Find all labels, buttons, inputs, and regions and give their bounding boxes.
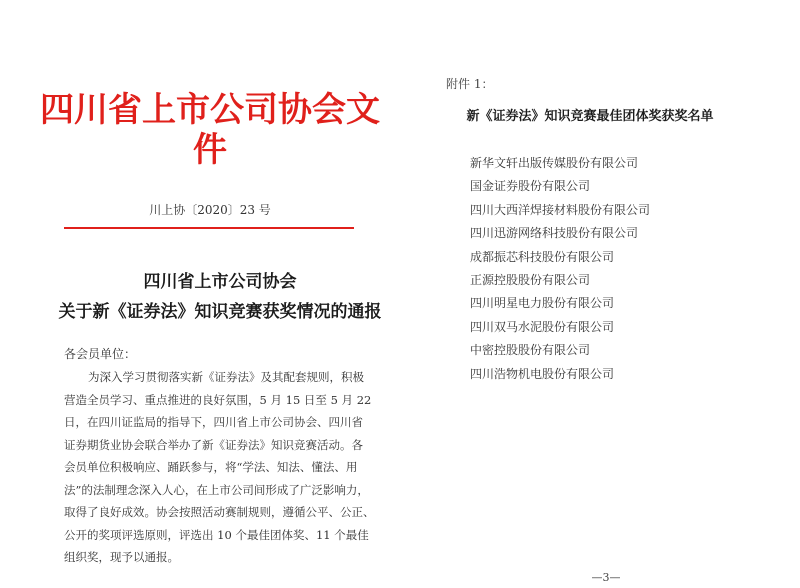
award-list-title: 新《证券法》知识竞赛最佳团体奖获奖名单	[466, 109, 714, 124]
document-number: 川上协〔2020〕23 号	[149, 203, 271, 217]
list-item: 新华文轩出版传媒股份有限公司	[470, 156, 639, 170]
notice-body	[64, 366, 375, 569]
list-item: 四川大西洋焊接材料股份有限公司	[470, 202, 651, 217]
body-line: 取得了良好成效。协会按照活动赛制规则，遵循公平、公正、	[64, 505, 375, 519]
header-divider	[64, 227, 354, 229]
body-line: 法”的法制理念深入人心，在上市公司间形成了广泛影响力，	[64, 482, 369, 497]
right-document-page	[400, 0, 800, 588]
body-line: 日，在四川证监局的指导下，四川省上市公司协会、四川省	[64, 415, 363, 429]
list-item: 正源控股股份有限公司	[470, 272, 591, 287]
list-item: 四川迅游网络科技股份有限公司	[470, 226, 639, 241]
page-number: —3—	[591, 571, 621, 584]
list-item: 成都振芯科技股份有限公司	[470, 249, 615, 264]
list-item: 四川双马水泥股份有限公司	[470, 319, 615, 334]
salutation: 各会员单位：	[64, 347, 137, 361]
body-line: 营造全员学习、重点推进的良好氛围，5 月 15 日至 5 月 22	[64, 392, 372, 407]
body-line: 会员单位积极响应、踊跃参与，将“学法、知法、懂法、用	[64, 460, 358, 474]
body-line: 为深入学习贯彻落实新《证券法》及其配套规则，积极	[88, 370, 364, 384]
notice-title: 关于新《证券法》知识竞赛获奖情况的通报	[58, 302, 382, 322]
notice-title-issuer: 四川省上市公司协会	[143, 272, 297, 292]
list-item: 国金证券股份有限公司	[470, 179, 591, 194]
list-item: 四川明星电力股份有限公司	[470, 296, 615, 311]
document-header: 四川省上市公司协会文件	[40, 90, 380, 170]
body-line: 公开的奖项评选原则，评选出 10 个最佳团体奖、11 个最佳	[64, 527, 369, 542]
attachment-label: 附件 1：	[446, 77, 494, 91]
body-line: 组织奖，现予以通报。	[64, 550, 179, 564]
body-line: 证券期货业协会联合举办了新《证券法》知识竞赛活动。各	[64, 437, 363, 452]
list-item: 四川浩物机电股份有限公司	[470, 366, 615, 381]
list-item: 中密控股股份有限公司	[470, 343, 591, 358]
award-company-list	[470, 152, 650, 386]
